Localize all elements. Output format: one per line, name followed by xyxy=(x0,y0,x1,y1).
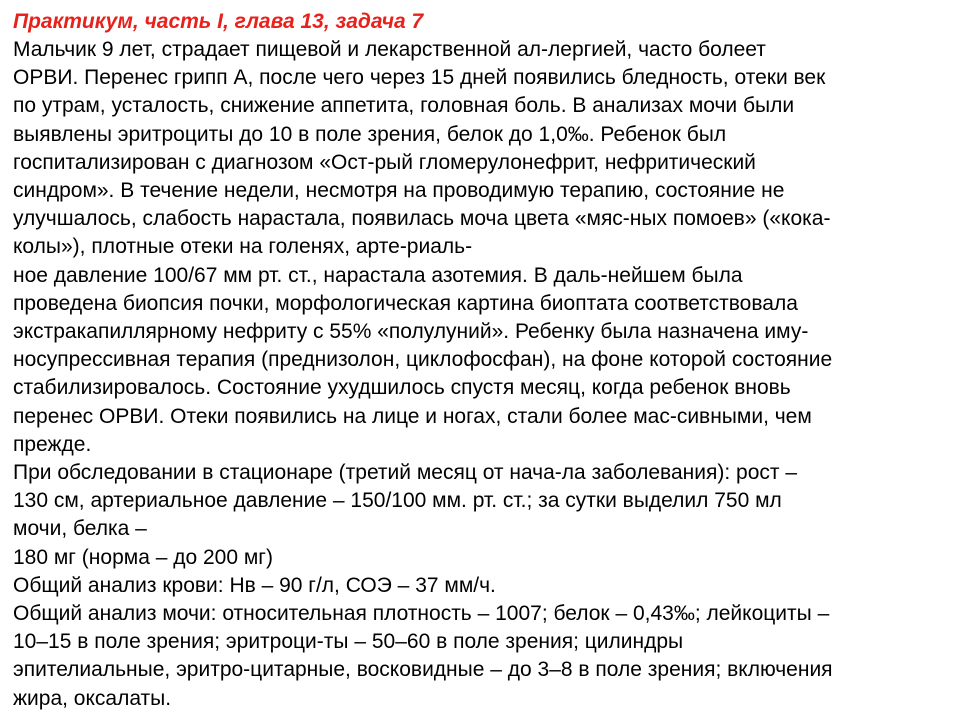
text-line: мочи, белка – xyxy=(13,517,147,541)
text-line: 130 см, артериальное давление – 150/100 мм. рт. ст.; за сутки выделил 750 мл xyxy=(13,489,782,513)
text-line: перенес ОРВИ. Отеки появились на лице и ногах, стали более мас-сивными, чем xyxy=(13,404,812,428)
text-line: 180 мг (норма – до 200 мг) xyxy=(13,545,273,569)
text-line: 10–15 в поле зрения; эритроци-ты – 50–60 в поле зрения; цилиндры xyxy=(13,630,684,654)
slide-title: Практикум, часть I, глава 13, задача 7 xyxy=(13,10,424,33)
text-line: госпитализирован с диагнозом «Ост-рый гломерулонефрит, нефритический xyxy=(13,150,756,174)
text-line: колы»), плотные отеки на голенях, арте-риаль- xyxy=(13,235,473,259)
text-line: прежде. xyxy=(13,432,92,456)
text-line: улучшалось, слабость нарастала, появилась моча цвета «мяс-ных помоев» («кока- xyxy=(13,207,831,231)
text-line: При обследовании в стационаре (третий месяц от нача-ла заболевания): рост – xyxy=(13,461,798,485)
text-line: ОРВИ. Перенес грипп А, после чего через 15 дней появились бледность, отеки век xyxy=(13,66,826,90)
text-line: экстракапиллярному нефриту с 55% «полулуний». Ребенку была назначена иму- xyxy=(13,320,809,344)
text-line: эпителиальные, эритро-цитарные, восковидные – до 3–8 в поле зрения; включения xyxy=(13,658,833,682)
text-line: стабилизировалось. Состояние ухудшилось спустя месяц, когда ребенок вновь xyxy=(13,376,791,400)
case-text xyxy=(13,36,833,713)
text-line: синдром». В течение недели, несмотря на проводимую терапию, состояние не xyxy=(13,179,785,203)
text-line: по утрам, усталость, снижение аппетита, головная боль. В анализах мочи были xyxy=(13,94,795,118)
text-line: Общий анализ мочи: относительная плотность – 1007; белок – 0,43‰; лейкоциты – xyxy=(13,602,830,626)
text-line: Мальчик 9 лет, страдает пищевой и лекарственной ал-лергией, часто болеет xyxy=(13,38,766,61)
text-line: ное давление 100/67 мм рт. ст., нарастала азотемия. В даль-нейшем была xyxy=(13,263,743,287)
text-line: носупрессивная терапия (преднизолон, циклофосфан), на фоне которой состояние xyxy=(13,348,833,372)
text-line: Общий анализ крови: Нв – 90 г/л, СОЭ – 37 мм/ч. xyxy=(13,573,496,597)
text-line: выявлены эритроциты до 10 в поле зрения, белок до 1,0‰. Ребенок был xyxy=(13,122,727,146)
text-line: жира, оксалаты. xyxy=(13,686,172,710)
text-line: проведена биопсия почки, морфологическая картина биоптата соответствовала xyxy=(13,291,798,315)
